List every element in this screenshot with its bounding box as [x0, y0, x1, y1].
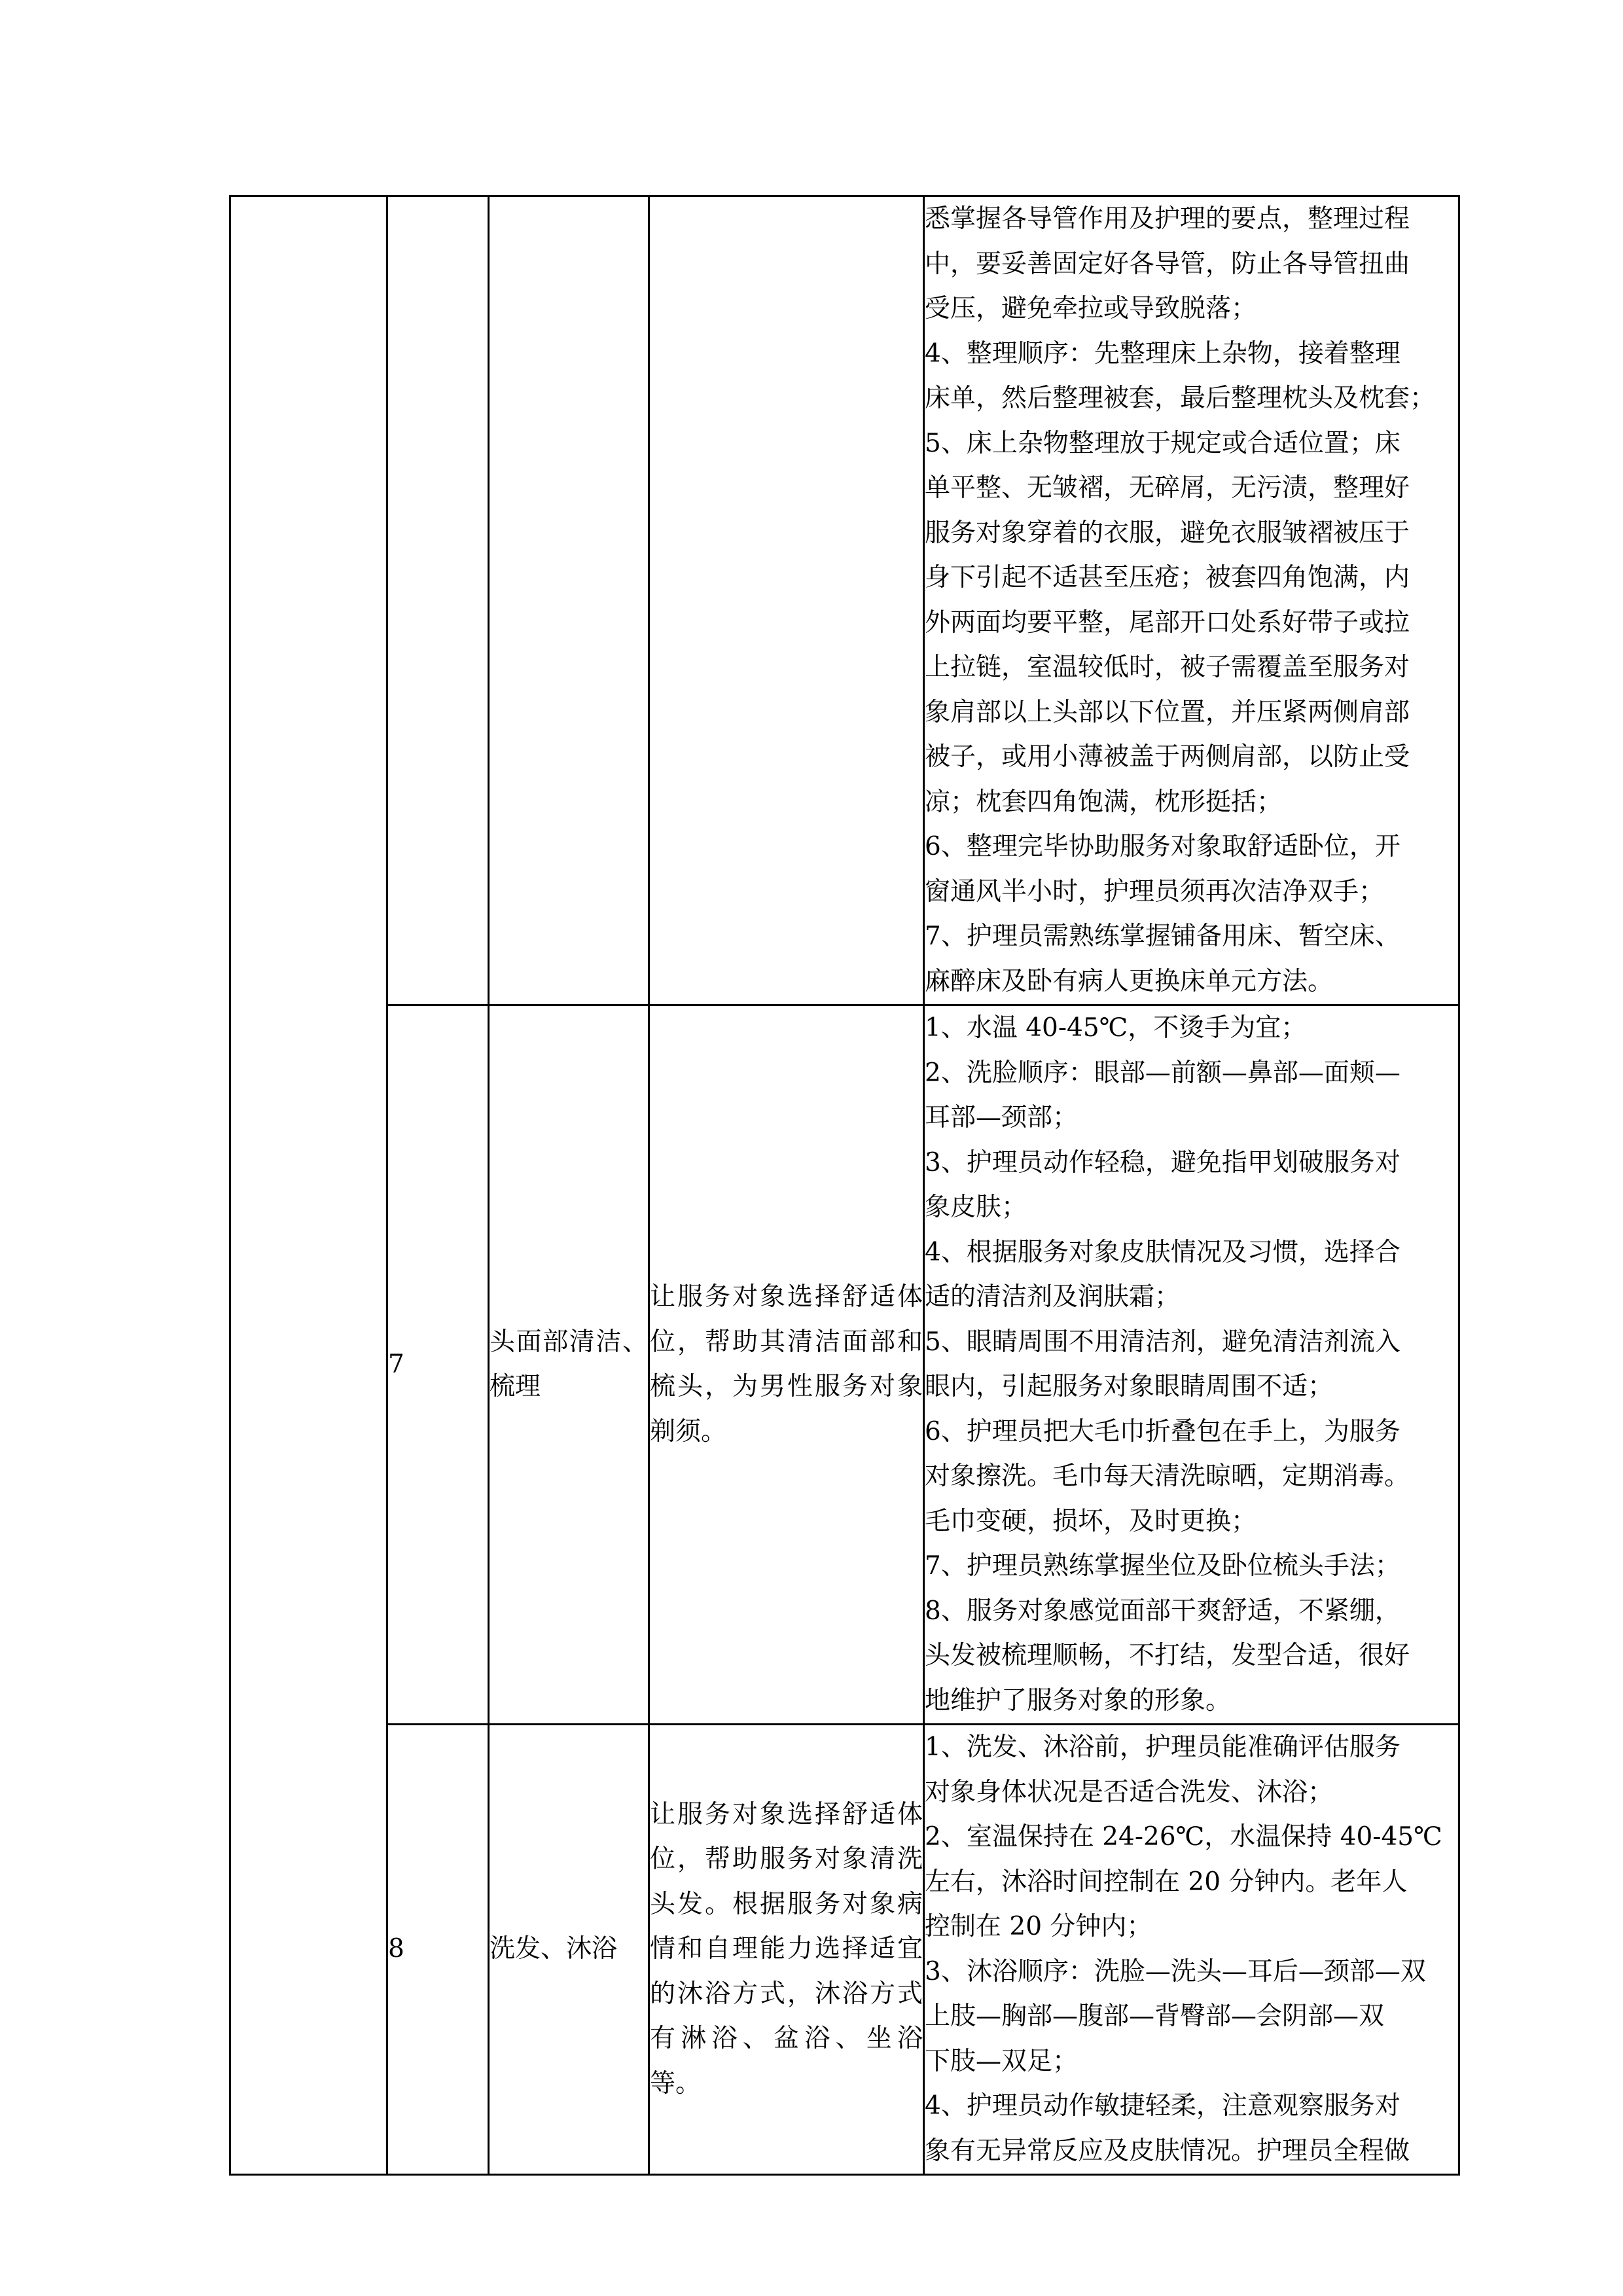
requirement-line: 7、护理员需熟练掌握铺备用床、暂空床、 [925, 922, 1400, 951]
requirement-line: 左右，沐浴时间控制在 20 分钟内。老年人 [925, 1867, 1408, 1897]
requirement-line: 头发被梳理顺畅，不打结，发型合适，很好 [925, 1641, 1410, 1670]
requirement-line: 麻醉床及卧有病人更换床单元方法。 [925, 966, 1334, 996]
item-requirements [924, 196, 1459, 1005]
requirement-line: 毛巾变硬，损坏，及时更换； [925, 1506, 1257, 1536]
requirement-line: 下肢—双足； [925, 2046, 1079, 2076]
requirement-line: 地维护了服务对象的形象。 [925, 1685, 1232, 1715]
item-name: 洗发、沐浴 [489, 1725, 649, 2175]
item-requirements [924, 1725, 1459, 2175]
category-cell [230, 196, 387, 2175]
requirement-line: 中，要妥善固定好各导管，防止各导管扭曲 [925, 249, 1410, 279]
service-standard-table [229, 195, 1460, 2176]
requirement-line: 6、护理员把大毛巾折叠包在手上，为服务 [925, 1416, 1400, 1446]
requirement-line: 眼内，引起服务对象眼睛周围不适； [925, 1372, 1334, 1401]
requirement-line: 上拉链，室温较低时，被子需覆盖至服务对 [925, 653, 1410, 682]
requirement-line: 5、床上杂物整理放于规定或合适位置；床 [925, 428, 1400, 458]
requirement-line: 象有无异常反应及皮肤情况。护理员全程做 [925, 2136, 1410, 2166]
requirement-line: 5、眼睛周围不用清洁剂，避免清洁剂流入 [925, 1327, 1400, 1357]
requirement-line: 悉掌握各导管作用及护理的要点，整理过程 [925, 204, 1410, 234]
requirement-line: 上肢—胸部—腹部—背臀部—会阴部—双 [925, 2001, 1385, 2031]
requirement-line: 单平整、无皱褶，无碎屑，无污渍，整理好 [925, 473, 1410, 503]
requirement-line: 3、护理员动作轻稳，避免指甲划破服务对 [925, 1147, 1400, 1177]
item-description: 让服务对象选择舒适体位，帮助服务对象清洗头发。根据服务对象病情和自理能力选择适宜的沐浴方式，沐浴方式有淋浴、盆浴、坐浴等。 [649, 1725, 924, 2175]
requirement-line: 4、整理顺序：先整理床上杂物，接着整理 [925, 338, 1400, 368]
table-row [230, 1725, 1459, 2175]
requirement-line: 耳部—颈部； [925, 1103, 1079, 1132]
requirement-line: 服务对象穿着的衣服，避免衣服皱褶被压于 [925, 518, 1410, 548]
item-name [489, 196, 649, 1005]
item-description [649, 196, 924, 1005]
requirement-line: 被子，或用小薄被盖于两侧肩部，以防止受 [925, 742, 1410, 772]
requirement-line: 凉；枕套四角饱满，枕形挺括； [925, 787, 1283, 817]
requirement-line: 4、根据服务对象皮肤情况及习惯，选择合 [925, 1237, 1400, 1267]
table-row [230, 1005, 1459, 1725]
requirement-line: 对象身体状况是否适合洗发、沐浴； [925, 1777, 1334, 1807]
item-number [387, 196, 489, 1005]
item-description: 让服务对象选择舒适体位，帮助其清洁面部和梳头，为男性服务对象剃须。 [649, 1005, 924, 1725]
requirement-line: 床单，然后整理被套，最后整理枕头及枕套； [925, 384, 1436, 413]
requirement-line: 1、水温 40-45℃，不烫手为宜； [925, 1013, 1307, 1043]
requirement-line: 外两面均要平整，尾部开口处系好带子或拉 [925, 607, 1410, 637]
table-row [230, 196, 1459, 1005]
item-number: 7 [387, 1005, 489, 1725]
item-requirements [924, 1005, 1459, 1725]
item-number: 8 [387, 1725, 489, 2175]
requirement-line: 对象擦洗。毛巾每天清洗晾晒，定期消毒。 [925, 1462, 1410, 1491]
requirement-line: 8、服务对象感觉面部干爽舒适，不紧绷， [925, 1596, 1400, 1626]
requirement-line: 身下引起不适甚至压疮；被套四角饱满，内 [925, 563, 1410, 592]
requirement-line: 受压，避免牵拉或导致脱落； [925, 294, 1257, 323]
requirement-line: 2、室温保持在 24-26℃，水温保持 40-45℃ [925, 1822, 1442, 1852]
requirement-line: 控制在 20 分钟内； [925, 1912, 1152, 1941]
requirement-line: 象肩部以上头部以下位置，并压紧两侧肩部 [925, 697, 1410, 727]
requirement-line: 6、整理完毕协助服务对象取舒适卧位，开 [925, 832, 1400, 861]
requirement-line: 窗通风半小时，护理员须再次洁净双手； [925, 876, 1385, 906]
requirement-line: 1、洗发、沐浴前，护理员能准确评估服务 [925, 1732, 1400, 1762]
requirement-line: 2、洗脸顺序：眼部—前额—鼻部—面颊— [925, 1058, 1400, 1088]
item-name: 头面部清洁、梳理 [489, 1005, 649, 1725]
requirement-line: 4、护理员动作敏捷轻柔，注意观察服务对 [925, 2091, 1400, 2121]
requirement-line: 象皮肤； [925, 1193, 1027, 1222]
requirement-line: 3、沐浴顺序：洗脸—洗头—耳后—颈部—双 [925, 1956, 1426, 1986]
requirement-line: 7、护理员熟练掌握坐位及卧位梳头手法； [925, 1551, 1400, 1581]
requirement-line: 适的清洁剂及润肤霜； [925, 1282, 1181, 1312]
